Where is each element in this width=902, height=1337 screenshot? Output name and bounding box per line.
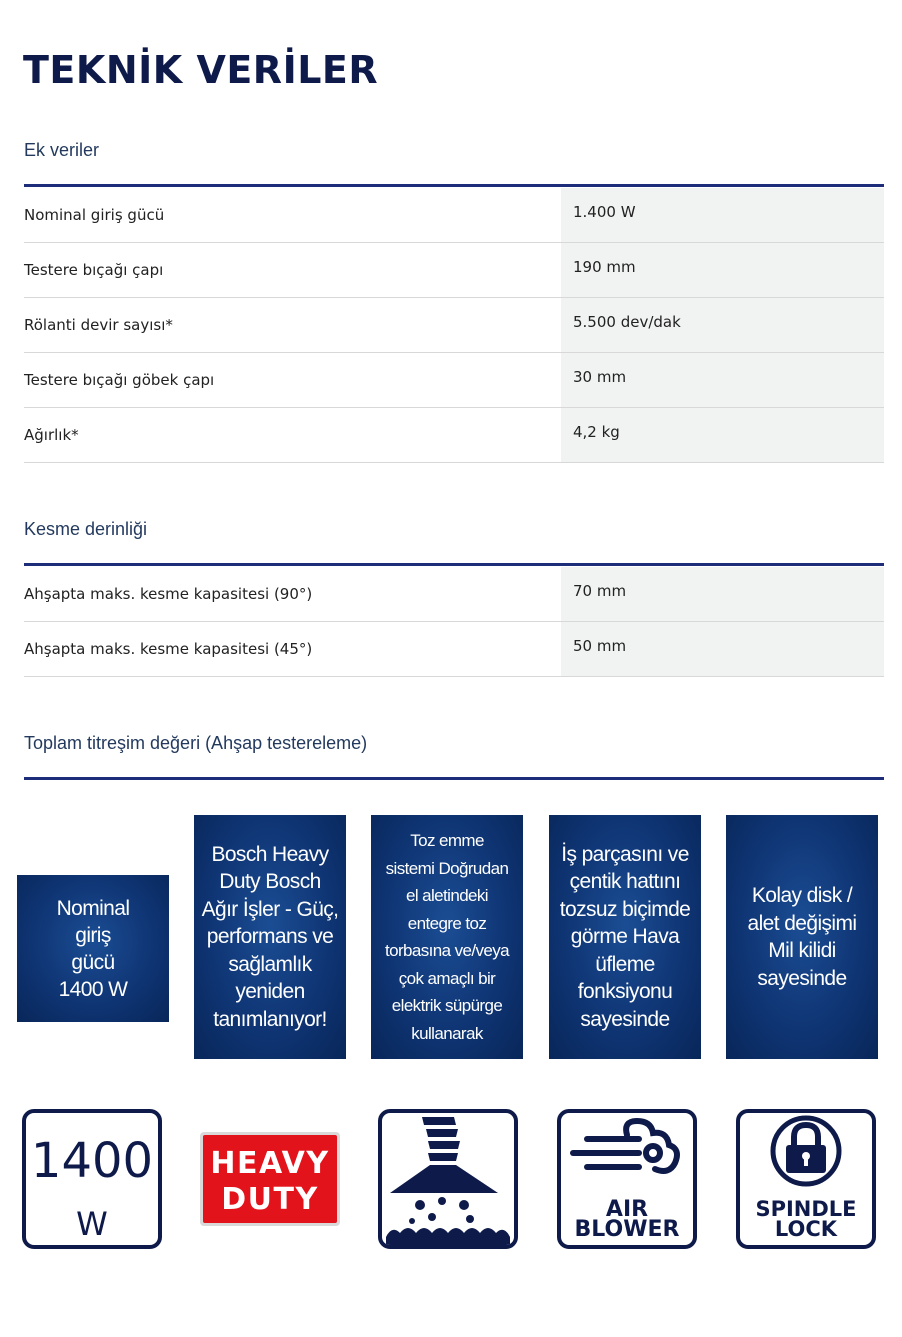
feature-text: Toz emme sistemi Doğrudan el aletindeki entegre toz torbasına ve/veya çok amaçlı bir elektrik süpürge kullanarak (385, 831, 509, 1043)
spindle-lock-line1: SPINDLE (755, 1197, 857, 1221)
spec-label: Ağırlık* (24, 426, 79, 444)
feature-box-power (17, 875, 169, 1022)
spec-table-ek-veriler (24, 188, 884, 463)
power-number: 1400 (30, 1133, 154, 1189)
table-row (24, 353, 884, 408)
spec-table-kesme-derinligi (24, 567, 884, 677)
spec-label: Testere bıçağı çapı (24, 261, 164, 279)
feature-text: Kolay disk / alet değişimi Mil kilidi sayesinde (747, 884, 857, 990)
heavy-duty-line2: DUTY (221, 1182, 319, 1217)
air-blower-line2: BLOWER (574, 1217, 680, 1242)
spec-value: 1.400 W (561, 188, 884, 242)
padlock-icon (740, 1113, 872, 1195)
feature-text: İş parçasını ve çentik hattını tozsuz biçimde görme Hava üfleme fonksiyonu sayesinde (559, 842, 691, 1031)
section-title-titresim: Toplam titreşim değeri (Ahşap testereleme) (24, 733, 368, 753)
table-row (24, 188, 884, 243)
spec-value: 30 mm (561, 353, 884, 407)
feature-text: Nominal giriş gücü 1400 W (56, 896, 130, 1001)
power-unit: W (76, 1205, 108, 1243)
table-row (24, 567, 884, 622)
section-title-kesme-derinligi: Kesme derinliği (24, 519, 148, 539)
table-row (24, 408, 884, 463)
spindle-lock-badge (736, 1109, 876, 1249)
feature-text: Bosch Heavy Duty Bosch Ağır İşler - Güç, performans ve sağlamlık yeniden tanımlanıyor! (201, 842, 339, 1031)
spec-label: Rölanti devir sayısı* (24, 316, 173, 334)
section-divider (24, 777, 884, 780)
page-title: TEKNİK VERİLER (23, 48, 379, 92)
spec-value: 50 mm (561, 622, 884, 676)
air-blower-icon (561, 1113, 693, 1195)
spec-label: Testere bıçağı göbek çapı (24, 371, 215, 389)
air-blower-badge (557, 1109, 697, 1249)
feature-box-spindle-lock (726, 815, 878, 1059)
section-title-ek-veriler: Ek veriler (24, 140, 100, 160)
table-row (24, 622, 884, 677)
spec-label: Ahşapta maks. kesme kapasitesi (45°) (24, 640, 313, 658)
spec-value: 70 mm (561, 567, 884, 621)
spec-label: Nominal giriş gücü (24, 206, 165, 224)
power-badge (22, 1109, 162, 1249)
heavy-duty-badge (200, 1132, 340, 1226)
feature-box-dust-extraction (371, 815, 523, 1059)
section-divider (24, 184, 884, 187)
spec-value: 190 mm (561, 243, 884, 297)
table-row (24, 298, 884, 353)
air-blower-line1: AIR (605, 1197, 649, 1222)
dust-extraction-badge (378, 1109, 518, 1249)
spindle-lock-line2: LOCK (774, 1217, 838, 1241)
spec-value: 4,2 kg (561, 408, 884, 462)
feature-box-heavy-duty (194, 815, 346, 1059)
spec-label: Ahşapta maks. kesme kapasitesi (90°) (24, 585, 313, 603)
feature-box-air-blower (549, 815, 701, 1059)
spec-value: 5.500 dev/dak (561, 298, 884, 352)
dust-extraction-icon (382, 1113, 514, 1245)
section-divider (24, 563, 884, 566)
heavy-duty-label (203, 1135, 337, 1223)
table-row (24, 243, 884, 298)
heavy-duty-line1: HEAVY (210, 1146, 330, 1181)
